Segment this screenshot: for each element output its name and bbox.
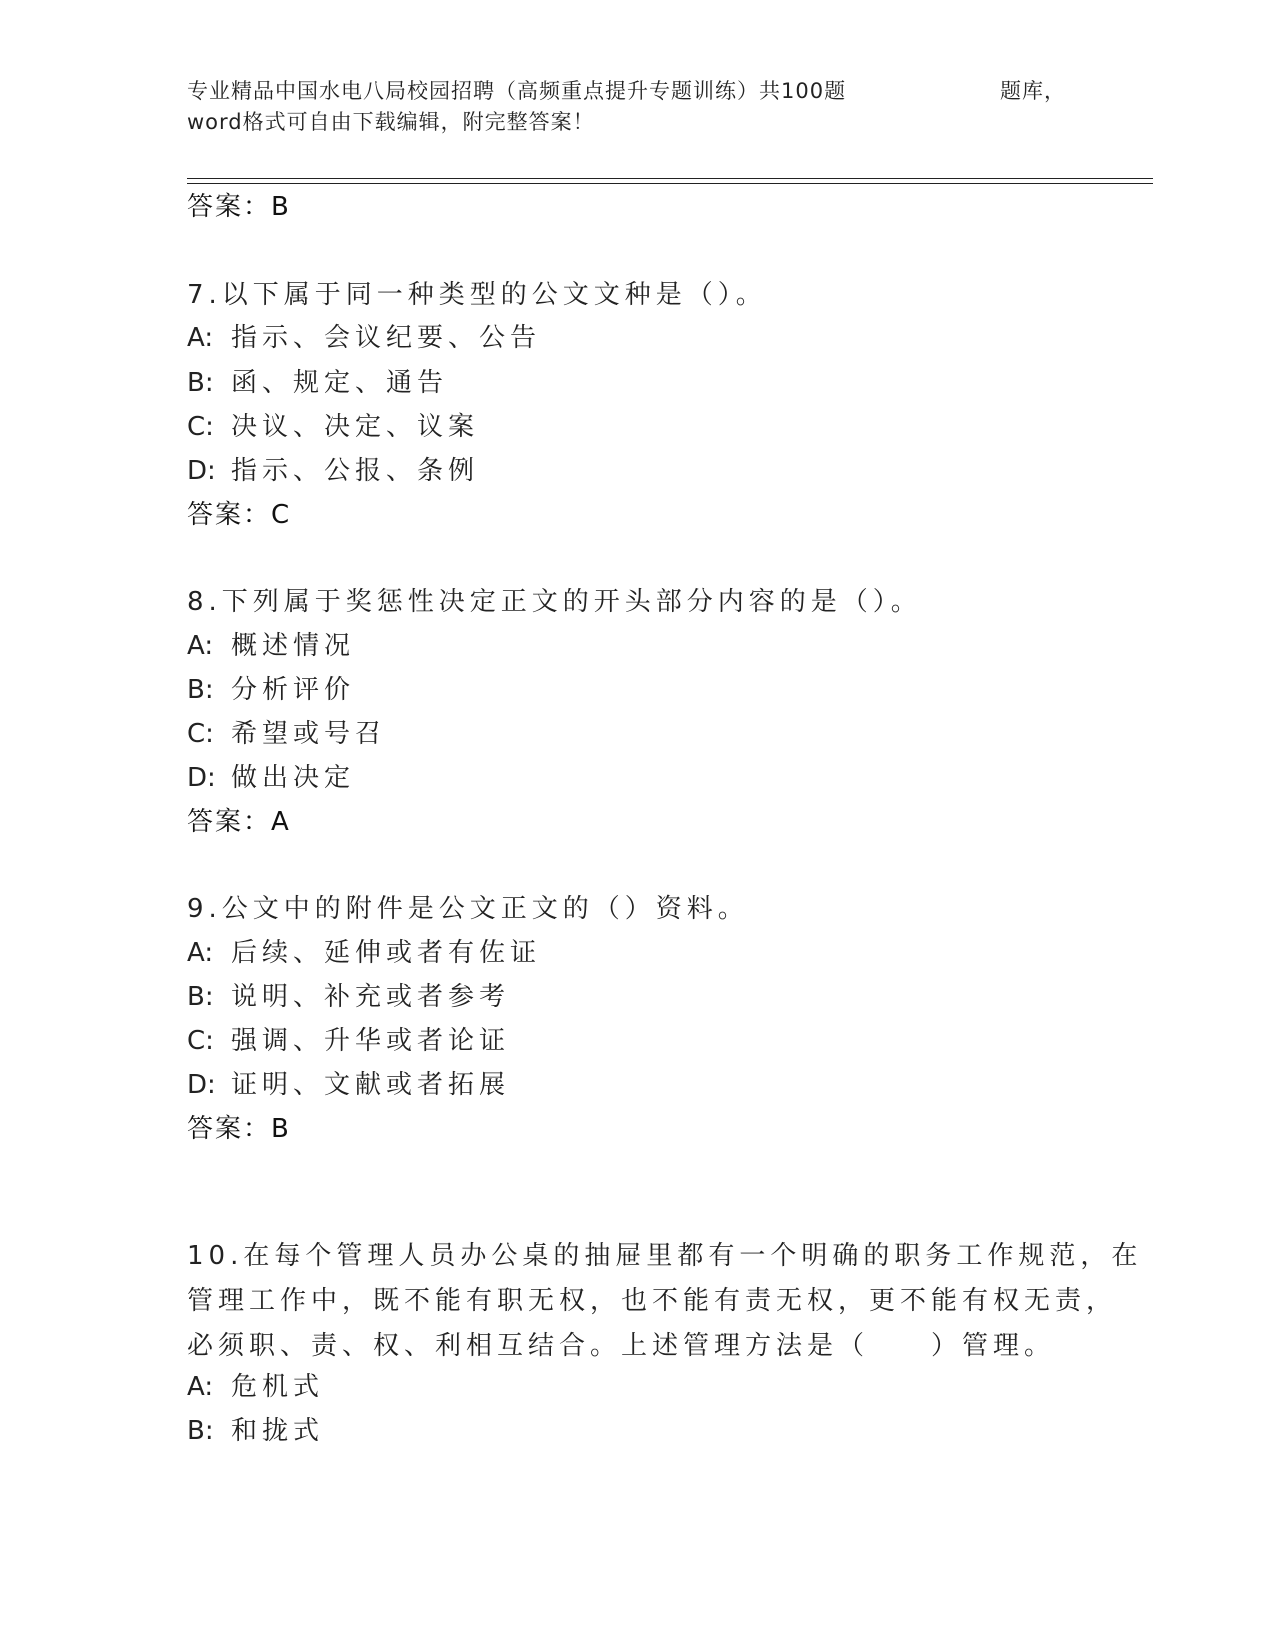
option-d [187, 760, 355, 796]
answer-previous: 答案：B [187, 192, 291, 222]
option-letter: C: [187, 412, 214, 442]
header-title-suffix: 题库， [1000, 79, 1066, 103]
option-letter: A: [187, 938, 214, 968]
question-stem: 8.下列属于奖惩性决定正文的开头部分内容的是（）。 [187, 587, 922, 617]
option-letter: C: [187, 719, 214, 749]
answer: 答案：A [187, 807, 291, 837]
option-text: 概述情况 [231, 631, 356, 661]
option-b [187, 979, 510, 1015]
option-a [187, 935, 541, 971]
header-title: 专业精品中国水电八局校园招聘（高频重点提升专题训练）共100题 [187, 79, 847, 103]
option-a [187, 1369, 324, 1405]
option-letter: A: [187, 323, 214, 353]
option-letter: B: [187, 368, 214, 398]
header-divider-top [187, 178, 1153, 179]
option-text: 函、规定、通告 [231, 368, 449, 398]
option-letter: A: [187, 1372, 214, 1402]
option-text: 证明、文献或者拓展 [231, 1070, 511, 1100]
option-letter: B: [187, 1416, 214, 1446]
header-line-2: word格式可自由下载编辑，附完整答案！ [187, 110, 595, 134]
option-letter: D: [187, 763, 216, 793]
answer: 答案：B [187, 1114, 291, 1144]
option-letter: B: [187, 675, 214, 705]
option-c [187, 409, 479, 445]
option-text: 决议、决定、议案 [231, 412, 480, 442]
question-stem-line: 管理工作中，既不能有职无权，也不能有责无权，更不能有权无责， [187, 1286, 1118, 1316]
option-text: 强调、升华或者论证 [231, 1026, 511, 1056]
option-text: 说明、补充或者参考 [231, 982, 511, 1012]
option-text: 后续、延伸或者有佐证 [231, 938, 542, 968]
option-c [187, 1023, 510, 1059]
option-a [187, 628, 355, 664]
option-letter: D: [187, 1070, 216, 1100]
option-letter: D: [187, 456, 216, 486]
option-b [187, 365, 448, 401]
header-line-1 [187, 75, 1067, 107]
option-letter: A: [187, 631, 214, 661]
question-stem [187, 1234, 1143, 1369]
option-letter: C: [187, 1026, 214, 1056]
option-text: 希望或号召 [231, 719, 387, 749]
header-divider-bottom [187, 183, 1153, 184]
question-stem-line: 必须职、责、权、利相互结合。上述管理方法是（ ）管理。 [187, 1331, 1056, 1361]
option-b [187, 672, 355, 708]
option-text: 危机式 [231, 1372, 325, 1402]
option-text: 指示、会议纪要、公告 [231, 323, 542, 353]
option-text: 和拢式 [231, 1416, 325, 1446]
question-stem-line: 10.在每个管理人员办公桌的抽屉里都有一个明确的职务工作规范，在 [187, 1241, 1143, 1271]
option-c [187, 716, 386, 752]
option-d [187, 1067, 510, 1103]
option-b [187, 1413, 324, 1449]
question-stem: 9.公文中的附件是公文正文的（）资料。 [187, 894, 749, 924]
option-text: 做出决定 [231, 763, 356, 793]
option-letter: B: [187, 982, 214, 1012]
option-text: 指示、公报、条例 [231, 456, 480, 486]
option-d [187, 453, 479, 489]
question-stem: 7.以下属于同一种类型的公文文种是（）。 [187, 280, 767, 310]
option-text: 分析评价 [231, 675, 356, 705]
option-a [187, 320, 541, 356]
answer: 答案：C [187, 500, 292, 530]
